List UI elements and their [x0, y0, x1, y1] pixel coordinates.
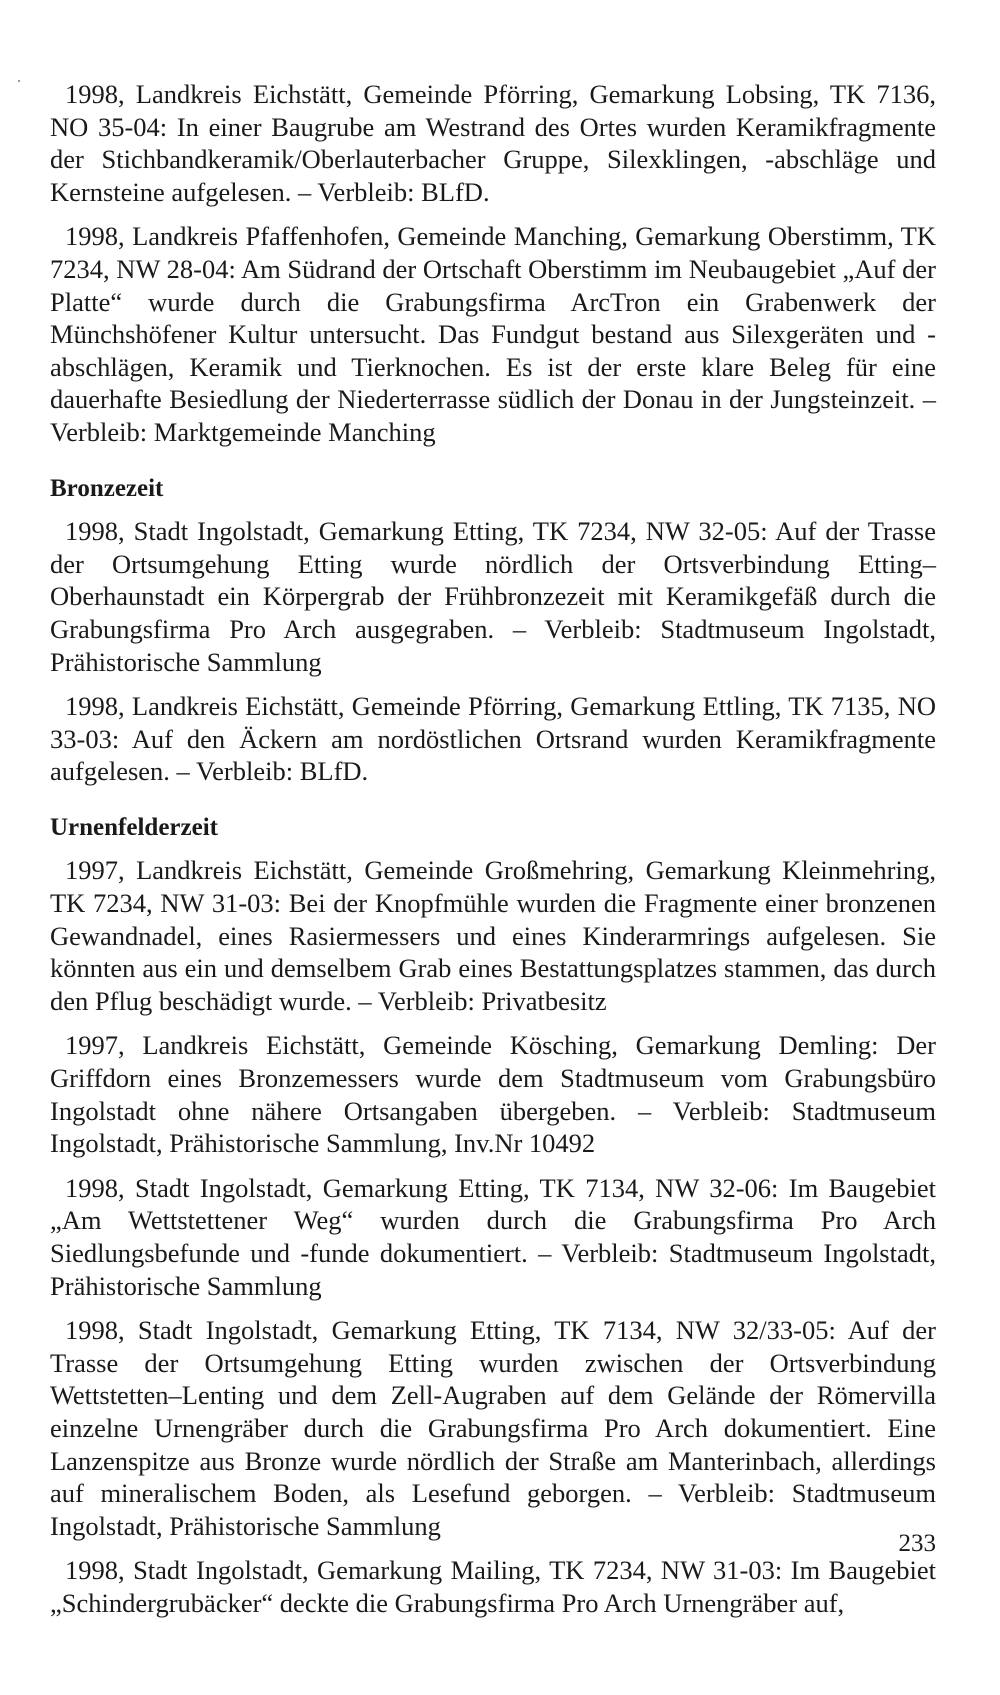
entry-paragraph: 1998, Landkreis Pfaffenhofen, Gemeinde Manching, Gemarkung Oberstimm, TK 7234, NW 28-04: Am Südrand der Ortschaft Oberstimm im Neubaugebiet „Auf der Platte“ wurde durch die Grabungsfirma ArcTron ein Grabenwerk der Münchshöfener Kultur untersucht. Das Fundgut bestand aus Silexgeräten und -abschlägen, Keramik und Tierknochen. Es ist der erste klare Beleg für eine dauerhafte Besiedlung der Niederterrasse südlich der Donau in der Jungsteinzeit. – Verbleib: Marktgemeinde Manching: [50, 221, 936, 447]
entry-paragraph: 1998, Stadt Ingolstadt, Gemarkung Mailing, TK 7234, NW 31-03: Im Baugebiet „Schindergrubäcker“ deckte die Grabungsfirma Pro Arch Urnengräber auf,: [50, 1555, 936, 1618]
entry-paragraph: 1998, Stadt Ingolstadt, Gemarkung Etting, TK 7134, NW 32/33-05: Auf der Trasse der Ortsumgehung Etting wurden zwischen der Ortsverbindung Wettstetten–Lenting und dem Zell-Augraben auf dem Gelände der Römervilla einzelne Urnengräber durch die Grabungsfirma Pro Arch dokumentiert. Eine Lanzenspitze aus Bronze wurde nördlich der Straße am Manterinbach, allerdings auf mineralischem Boden, als Lesefund geborgen. – Verbleib: Stadtmuseum Ingolstadt, Prähistorische Sammlung: [50, 1315, 936, 1541]
entry-paragraph: 1998, Stadt Ingolstadt, Gemarkung Etting, TK 7234, NW 32-05: Auf der Trasse der Ortsumgehung Etting wurde nördlich der Ortsverbindung Etting–Oberhaunstadt ein Körpergrab der Frühbronzezeit mit Keramikgefäß durch die Grabungsfirma Pro Arch ausgegraben. – Verbleib: Stadtmuseum Ingolstadt, Prähistorische Sammlung: [50, 516, 936, 677]
section-urnenfelderzeit: [50, 812, 936, 1620]
entry-paragraph: 1997, Landkreis Eichstätt, Gemeinde Kösching, Gemarkung Demling: Der Griffdorn eines Bronzemessers wurde dem Stadtmuseum vom Grabungsbüro Ingolstadt ohne nähere Ortsangaben übergeben. – Verbleib: Stadtmuseum Ingolstadt, Prähistorische Sammlung, Inv.Nr 10492: [50, 1030, 936, 1159]
section-heading: Urnenfelderzeit: [50, 813, 218, 841]
entry-paragraph: 1998, Landkreis Eichstätt, Gemeinde Pförring, Gemarkung Lobsing, TK 7136, NO 35-04: In einer Baugrube am Westrand des Ortes wurden Keramikfragmente der Stichbandkeramik/Oberlauterbacher Gruppe, Silexklingen, -abschläge und Kernsteine aufgelesen. – Verbleib: BLfD.: [50, 79, 936, 207]
section-intro: [50, 78, 936, 449]
entry-paragraph: 1998, Stadt Ingolstadt, Gemarkung Etting, TK 7134, NW 32-06: Im Baugebiet „Am Wettstettener Weg“ wurden durch die Grabungsfirma Pro Arch Siedlungsbefunde und -funde dokumentiert. – Verbleib: Stadtmuseum Ingolstadt, Prähistorische Sammlung: [50, 1172, 936, 1301]
section-bronzezeit: [50, 473, 936, 788]
entry-paragraph: 1998, Landkreis Eichstätt, Gemeinde Pförring, Gemarkung Ettling, TK 7135, NO 33-03: Auf den Äckern am nordöstlichen Ortsrand wurden Keramikfragmente aufgelesen. – Verbleib: BLfD.: [50, 691, 936, 787]
scan-speck: [18, 80, 20, 82]
page-number: 233: [898, 1530, 936, 1557]
entry-paragraph: 1997, Landkreis Eichstätt, Gemeinde Großmehring, Gemarkung Kleinmehring, TK 7234, NW 31-03: Bei der Knopfmühle wurden die Fragmente einer bronzenen Gewandnadel, eines Rasiermessers und eines Kinderarmrings aufgelesen. Sie könnten aus ein und demselbem Grab eines Bestattungsplatzes stammen, das durch den Pflug beschädigt wurde. – Verbleib: Privatbesitz: [50, 855, 936, 1016]
section-heading: Bronzezeit: [50, 474, 164, 502]
document-page: [50, 78, 936, 1632]
